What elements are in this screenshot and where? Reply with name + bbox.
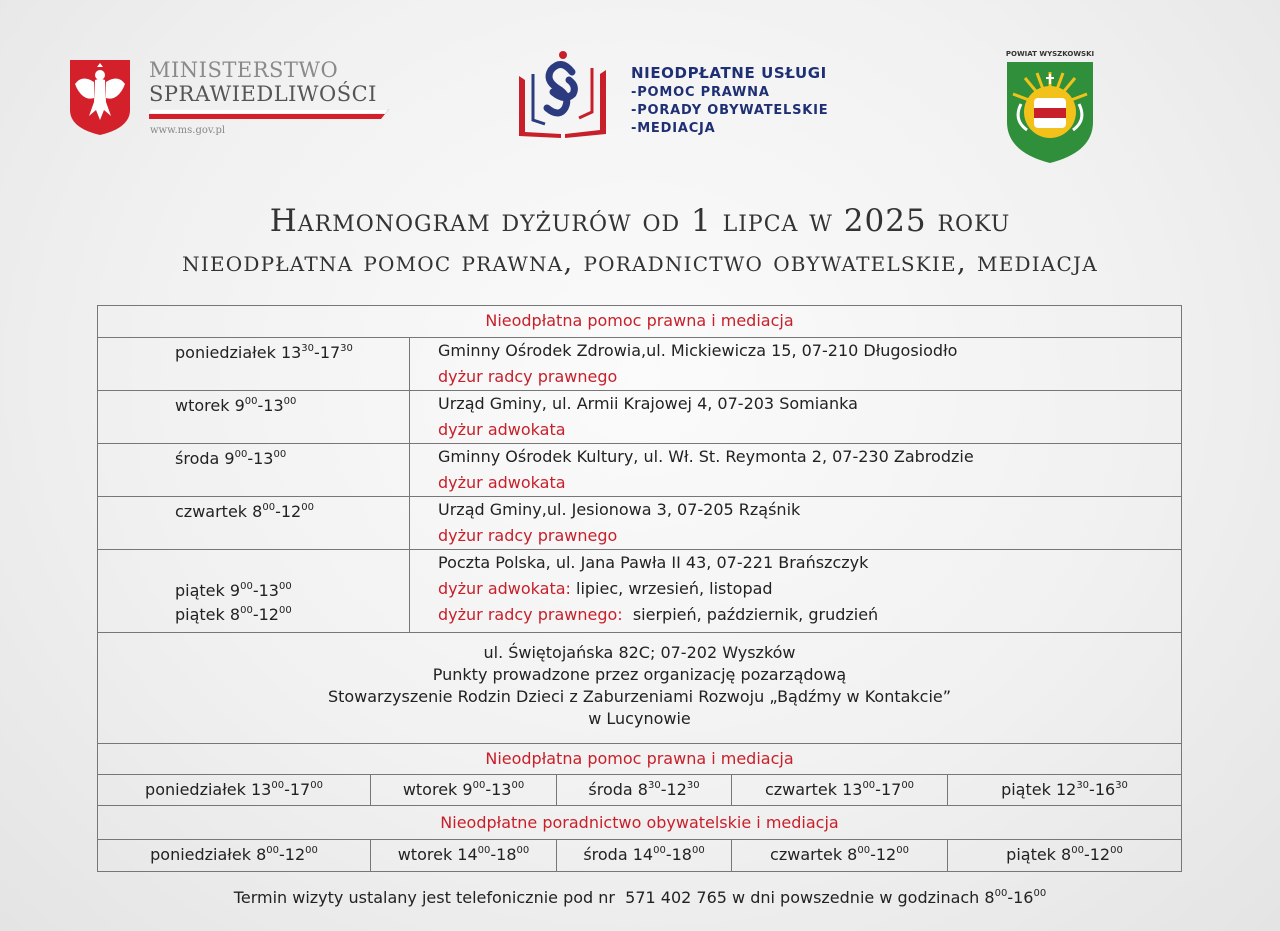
location-address: Urząd Gminy,ul. Jesionowa 3, 07-205 Rząśnik — [438, 500, 801, 519]
duty-advocate-months: dyżur adwokata: lipiec, wrzesień, listopad — [438, 579, 773, 598]
weekday-cell: poniedziałek $8^{00}-12^{00}$ — [98, 840, 371, 872]
section-title-legal-aid-2 — [98, 744, 1181, 775]
weekday-cell: czwartek $8^{00}-12^{00}$ — [732, 840, 948, 872]
organization-address: ul. Świętojańska 82C; 07-202 Wyszków — [483, 643, 796, 662]
location-cell — [410, 444, 1181, 496]
weekday-cell: wtorek $9^{00}-13^{00}$ — [371, 775, 557, 805]
day-label: poniedziałek $13^{30}-17^{30}$ — [175, 342, 353, 362]
day-cell — [98, 550, 410, 632]
table-row-friday — [98, 550, 1181, 633]
duty-type: dyżur adwokata — [438, 473, 566, 492]
polish-eagle-icon — [68, 58, 132, 136]
weekday-cell: czwartek $13^{00}-17^{00}$ — [732, 775, 948, 805]
location-address: Poczta Polska, ul. Jana Pawła II 43, 07-221 Brańszczyk — [438, 553, 869, 572]
location-cell — [410, 497, 1181, 549]
schedule-table — [97, 305, 1182, 872]
duty-legal-counsel-months: dyżur radcy prawnego: sierpień, październik, grudzień — [438, 605, 879, 624]
organization-note: Punkty prowadzone przez organizację pozarządową — [432, 665, 847, 684]
section-title-text: Nieodpłatne poradnictwo obywatelskie i mediacja — [440, 813, 839, 832]
day-label: wtorek $9^{00}-13^{00}$ — [175, 395, 297, 415]
duty-type: dyżur adwokata — [438, 420, 566, 439]
program-item-legal-aid: -POMOC PRAWNA — [631, 85, 770, 100]
program-item-mediation: -MEDIACJA — [631, 121, 716, 136]
section-title-legal-aid — [98, 306, 1181, 338]
table-row-weekly — [98, 775, 1181, 806]
location-cell — [410, 338, 1181, 390]
table-row — [98, 391, 1181, 444]
county-logo — [1000, 50, 1100, 165]
organization-info — [98, 633, 1181, 744]
weekday-cell: środa $14^{00}-18^{00}$ — [557, 840, 732, 872]
day-label: piątek $9^{00}-13^{00}$ — [175, 580, 292, 600]
table-row — [98, 338, 1181, 391]
flag-stripe — [149, 109, 389, 119]
weekday-cell: piątek $8^{00}-12^{00}$ — [1006, 844, 1123, 864]
organization-name: Stowarzyszenie Rodzin Dzieci z Zaburzeniami Rozwoju „Bądźmy w Kontakcie” — [327, 687, 952, 706]
page-subtitle: nieodpłatna pomoc prawna, poradnictwo obywatelskie, mediacja — [182, 245, 1098, 278]
table-row — [98, 497, 1181, 550]
ministry-name-line2: SPRAWIEDLIWOŚCI — [149, 82, 377, 106]
location-cell — [410, 550, 1181, 632]
ministry-website: www.ms.gov.pl — [150, 125, 226, 136]
organization-location: w Lucynowie — [588, 709, 691, 728]
section-title-civic-advice — [98, 806, 1181, 840]
table-row — [98, 444, 1181, 497]
location-address: Urząd Gminy, ul. Armii Krajowej 4, 07-203 Somianka — [438, 394, 858, 413]
program-title: NIEODPŁATNE USŁUGI — [631, 64, 827, 82]
ministry-logo — [68, 58, 398, 148]
day-label: środa $9^{00}-13^{00}$ — [175, 448, 287, 468]
table-row-weekly — [98, 840, 1181, 872]
day-cell — [98, 338, 410, 390]
day-label: czwartek $8^{00}-12^{00}$ — [175, 501, 314, 521]
location-address: Gminny Ośrodek Zdrowia,ul. Mickiewicza 15, 07-210 Długosiodło — [438, 341, 958, 360]
section-title-text: Nieodpłatna pomoc prawna i mediacja — [485, 749, 794, 768]
ministry-name-line1: MINISTERSTWO — [149, 58, 339, 82]
weekday-cell: wtorek $14^{00}-18^{00}$ — [371, 840, 557, 872]
weekday-cell: poniedziałek $13^{00}-17^{00}$ — [98, 775, 371, 805]
appointment-note: Termin wizyty ustalany jest telefonicznie pod nr 571 402 765 w dni powszednie w godzinach $8^{00}-16^{00}$ — [233, 887, 1047, 907]
paragraph-book-icon — [515, 50, 610, 142]
weekday-cell: piątek $12^{30}-16^{30}$ — [1001, 779, 1128, 799]
day-cell — [98, 497, 410, 549]
location-address: Gminny Ośrodek Kultury, ul. Wł. St. Reymonta 2, 07-230 Zabrodzie — [438, 447, 974, 466]
location-cell — [410, 391, 1181, 443]
section-title-text: Nieodpłatna pomoc prawna i mediacja — [485, 311, 794, 330]
duty-type: dyżur radcy prawnego — [438, 367, 618, 386]
free-services-logo — [515, 50, 845, 150]
county-caption: POWIAT WYSZKOWSKI — [1005, 50, 1095, 58]
page-title: Harmonogram dyżurów od 1 lipca w 2025 roku — [269, 203, 1011, 239]
program-item-civic-advice: -PORADY OBYWATELSKIE — [631, 103, 829, 118]
day-cell — [98, 391, 410, 443]
county-coat-of-arms-icon — [1005, 60, 1095, 164]
day-label: piątek $8^{00}-12^{00}$ — [175, 604, 292, 624]
day-cell — [98, 444, 410, 496]
weekday-cell: środa $8^{30}-12^{30}$ — [557, 775, 732, 805]
duty-type: dyżur radcy prawnego — [438, 526, 618, 545]
